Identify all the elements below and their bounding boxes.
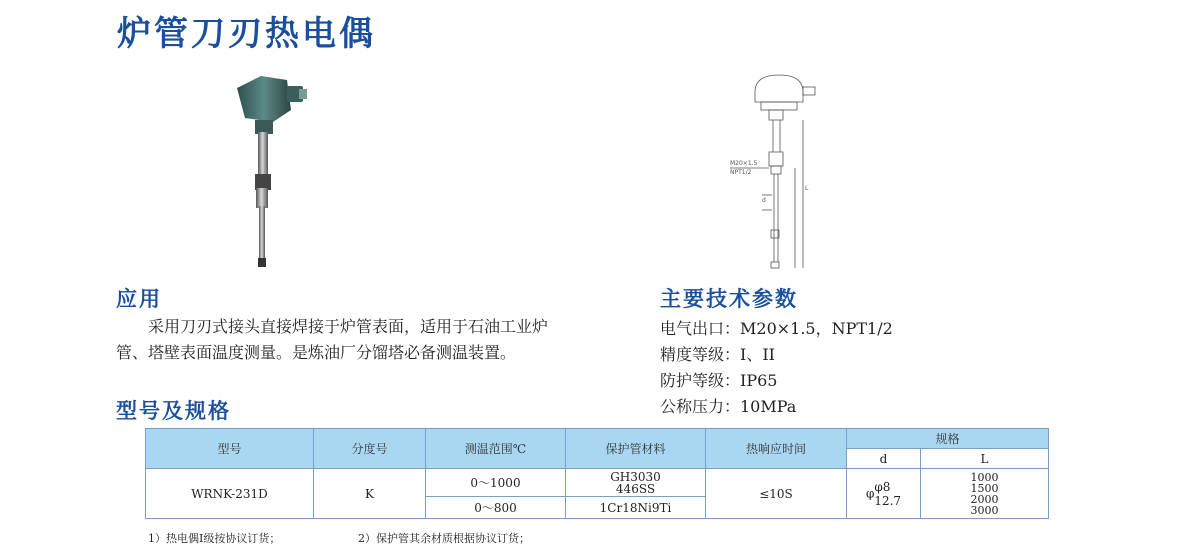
drawing-label-d: d [762,197,766,204]
application-paragraph: 采用刀刃式接头直接焊接于炉管表面，适用于石油工业炉管、塔壁表面温度测量。是炼油厂分馏塔必备测温装置。 [116,317,549,362]
cell-L-4: 3000 [970,503,999,517]
cell-response: ≤10S [706,469,847,519]
spec-table [145,428,1049,519]
header-material: 保护管材料 [566,429,706,469]
header-range: 测温范围℃ [426,429,566,469]
header-spec: 规格 [847,429,1049,449]
cell-range-1: 0～1000 [426,469,566,497]
cell-material-1a: GH3030 [610,469,661,484]
application-text [116,314,556,366]
spec-protection: 防护等级：IP65 [660,371,778,390]
model-heading: 型号及规格 [116,399,231,423]
spec-pressure: 公称压力：10MPa [660,397,797,416]
cell-range-2: 0～800 [426,497,566,519]
cell-material-1 [566,469,706,497]
application-heading: 应用 [116,287,162,311]
header-response: 热响应时间 [706,429,847,469]
drawing-label-L: L [805,185,809,192]
tech-heading: 主要技术参数 [660,287,798,311]
cell-d-1: φ8 [874,479,891,494]
cell-L-2: 1500 [970,481,999,495]
cell-d-2: 12.7 [874,493,902,508]
cell-d-symbol: φ [865,486,875,500]
header-graduation: 分度号 [314,429,426,469]
header-L: L [921,449,1049,469]
cell-model: WRNK-231D [146,469,314,519]
cell-L-1: 1000 [970,470,999,484]
tech-spec-list [660,316,893,420]
drawing-label-npt: NPT1/2 [730,169,752,176]
spec-electrical: 电气出口：M20×1.5，NPT1/2 [660,319,893,338]
cell-L [921,469,1049,519]
technical-drawing [725,70,835,275]
footnote-2: 2）保护管其余材质根据协议订货； [358,532,530,545]
product-photo [225,70,315,275]
cell-material-1b: 446SS [615,481,656,496]
footnote-1: 1）热电偶I级按协议订货； [148,532,281,545]
cell-d [847,469,921,519]
cell-L-3: 2000 [970,492,999,506]
drawing-label-m20: M20×1.5 [730,160,758,167]
cell-material-2: 1Cr18Ni9Ti [566,497,706,519]
spec-accuracy: 精度等级：I、II [660,345,775,364]
header-model: 型号 [146,429,314,469]
cell-graduation: K [314,469,426,519]
page-title: 炉管刀刃热电偶 [117,14,376,54]
header-d: d [847,449,921,469]
